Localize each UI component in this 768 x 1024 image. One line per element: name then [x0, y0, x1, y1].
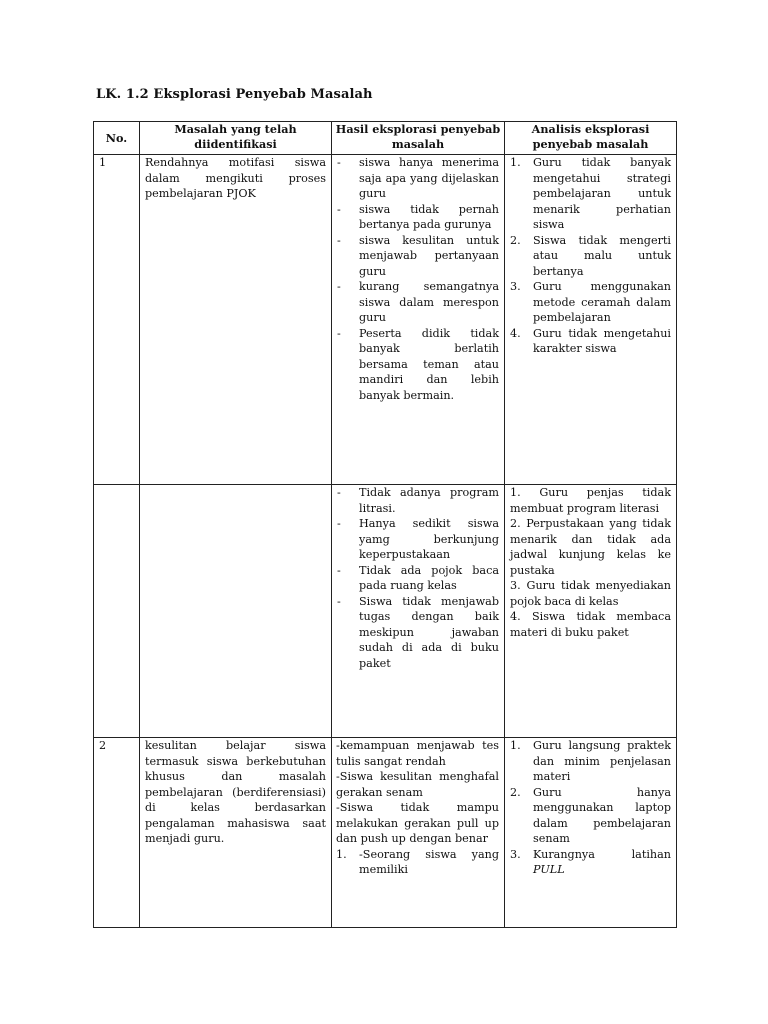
list-item: 1. Guru tidak banyak mengetahui strategi pembelajaran untuk menarik perhatian siswa — [510, 156, 671, 231]
table-header-row — [94, 122, 677, 155]
exploration-table — [93, 121, 677, 928]
page-title: LK. 1.2 Eksplorasi Penyebab Masalah — [96, 87, 373, 102]
paragraph: -Siswa tidak mampu melakukan gerakan pull up dan push up dengan benar — [336, 801, 499, 845]
header-hasil: Hasil eksplorasi penyebab masalah — [332, 122, 505, 155]
row-number: 2 — [94, 738, 140, 928]
list-item: - Tidak adanya program litrasi. — [337, 485, 499, 516]
list-item: 4. Siswa tidak membaca materi di buku paket — [510, 610, 671, 639]
list-item: - kurang semangatnya siswa dalam merespon guru — [337, 279, 499, 326]
list-item: - Hanya sedikit siswa yamg berkunjung keperpustakaan — [337, 516, 499, 563]
header-analisis: Analisis eksplorasi penyebab masalah — [505, 122, 677, 155]
list-item: - siswa tidak pernah bertanya pada gurunya — [337, 202, 499, 233]
row-number: 1 — [94, 155, 140, 485]
hasil-cell — [332, 738, 505, 928]
list-item: - Peserta didik tidak banyak berlatih bersama teman atau mandiri dan lebih banyak bermain. — [337, 326, 499, 404]
list-item: 4. Guru tidak mengetahui karakter siswa — [510, 326, 671, 355]
list-item: 2. Siswa tidak mengerti atau malu untuk bertanya — [510, 233, 671, 278]
masalah-cell: kesulitan belajar siswa termasuk siswa berkebutuhan khusus dan masalah pembelajaran (berdiferensiasi) di kelas berdasarkan pengalaman mahasiswa saat menjadi guru. — [140, 738, 332, 928]
row-number — [94, 485, 140, 738]
table-row — [94, 155, 677, 485]
masalah-cell — [140, 485, 332, 738]
paragraph: -Siswa kesulitan menghafal gerakan senam — [336, 770, 499, 799]
list-item: 3. Guru tidak menyediakan pojok baca di kelas — [510, 579, 671, 608]
list-item: - siswa kesulitan untuk menjawab pertanyaan guru — [337, 233, 499, 280]
list-item: 3. Guru menggunakan metode ceramah dalam pembelajaran — [510, 280, 671, 324]
list-item: 1. Guru penjas tidak membuat program literasi — [510, 486, 671, 515]
masalah-cell: Rendahnya motifasi siswa dalam mengikuti proses pembelajaran PJOK — [140, 155, 332, 485]
list-item: 1. -Seorang siswa yang memiliki — [336, 847, 499, 876]
paragraph: -kemampuan menjawab tes tulis sangat rendah — [336, 739, 499, 768]
analisis-cell — [505, 485, 677, 738]
list-item: - siswa hanya menerima saja apa yang dijelaskan guru — [337, 155, 499, 202]
list-item: - Tidak ada pojok baca pada ruang kelas — [337, 563, 499, 594]
header-no: No. — [94, 122, 140, 155]
table-row — [94, 738, 677, 928]
list-item: 3. Kurangnya latihan PULL — [510, 847, 671, 876]
hasil-cell — [332, 485, 505, 738]
analisis-cell — [505, 155, 677, 485]
list-item: - Siswa tidak menjawab tugas dengan baik meskipun jawaban sudah di ada di buku paket — [337, 594, 499, 672]
header-masalah: Masalah yang telah diidentifikasi — [140, 122, 332, 155]
list-item: 2. Guru hanya menggunakan laptop dalam pembelajaran senam — [510, 785, 671, 845]
hasil-cell — [332, 155, 505, 485]
list-item: 2. Perpustakaan yang tidak menarik dan tidak ada jadwal kunjung kelas ke pustaka — [510, 517, 671, 577]
table-row — [94, 485, 677, 738]
list-item: 1. Guru langsung praktek dan minim penjelasan materi — [510, 739, 671, 783]
analisis-cell — [505, 738, 677, 928]
